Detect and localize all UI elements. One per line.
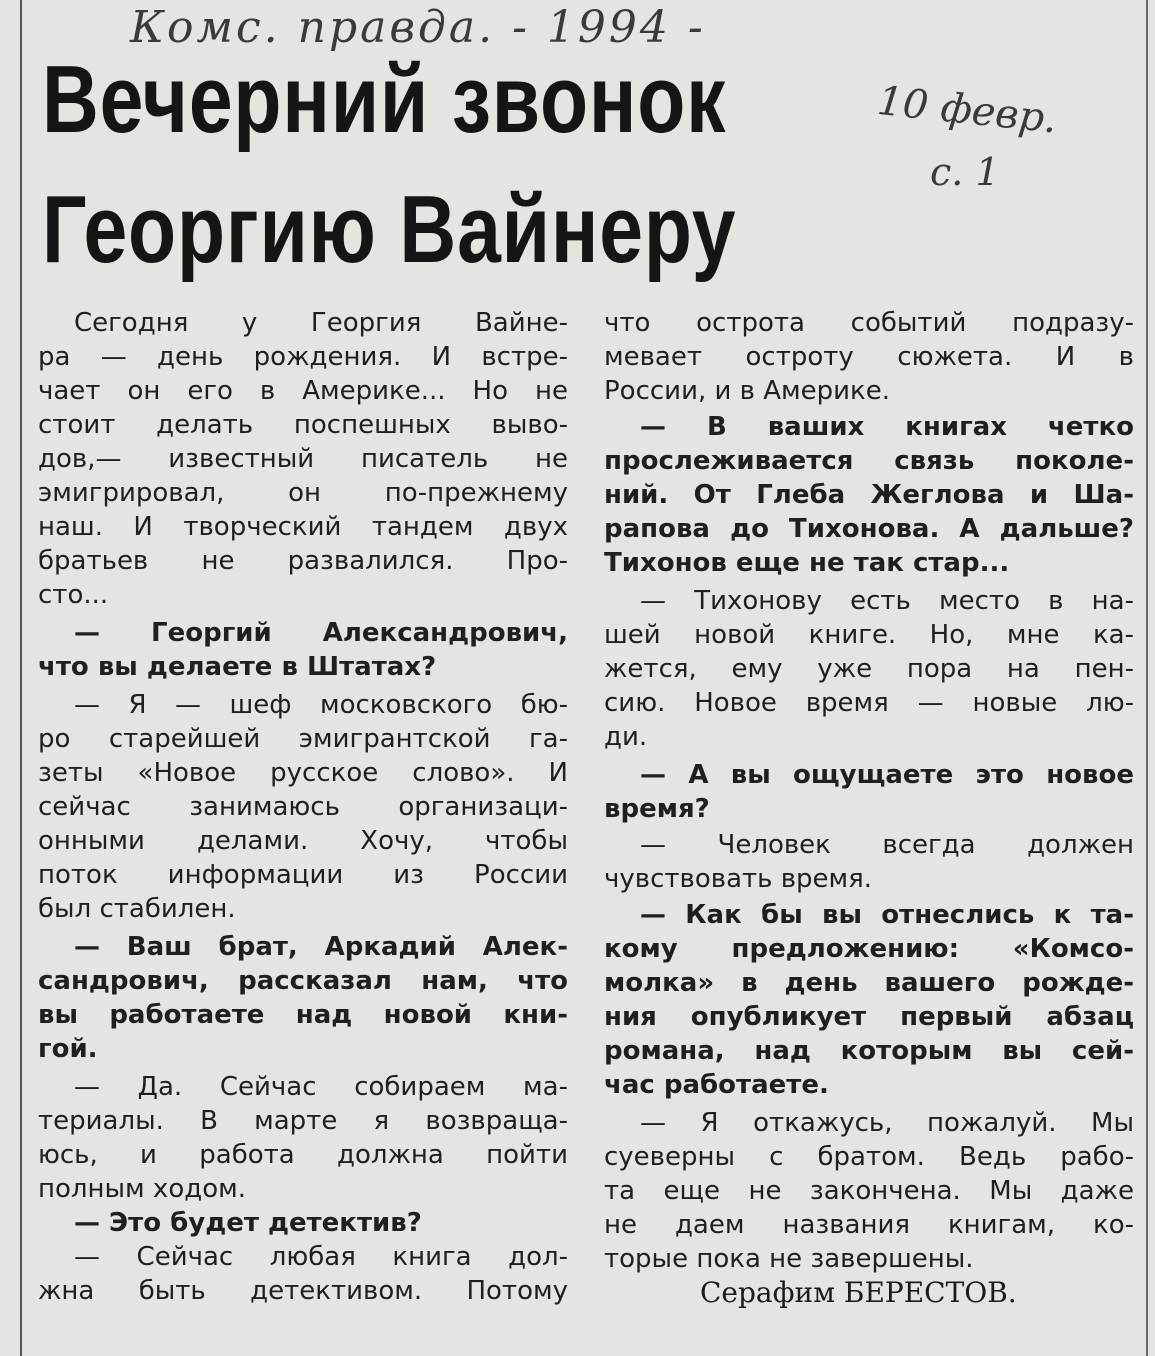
- answer-line: жна быть детективом. Потому: [38, 1276, 568, 1306]
- question-line: гой.: [38, 1034, 98, 1064]
- question-line: — Как бы вы отнеслись к та-: [640, 900, 1134, 930]
- text-line: наш. И творческий тандем двух: [38, 512, 568, 542]
- answer-line: — Да. Сейчас собираем ма-: [74, 1072, 568, 1102]
- answer-line: торые пока не завершены.: [604, 1244, 974, 1274]
- answer-line: ди.: [604, 722, 648, 752]
- answer-line: — Я — шеф московского бю-: [74, 690, 568, 720]
- answer-line: суеверны с братом. Ведь рабо-: [604, 1142, 1134, 1172]
- headline-line-2: Георгию Вайнеру: [42, 176, 737, 283]
- question-line: сандрович, рассказал нам, что: [38, 966, 568, 996]
- question-line: — Это будет детектив?: [74, 1208, 422, 1238]
- answer-line: териалы. В марте я возвраща-: [38, 1106, 568, 1136]
- answer-line: мевает остроту сюжета. И в: [604, 342, 1134, 372]
- handwritten-date-note: 10 февр.: [875, 78, 1060, 143]
- answer-line: онными делами. Хочу, чтобы: [38, 826, 568, 856]
- question-line: молка» в день вашего рожде-: [604, 968, 1134, 998]
- text-line: братьев не развалился. Про-: [38, 546, 568, 576]
- question-line: вы работаете над новой кни-: [38, 1000, 568, 1030]
- question-line: кому предложению: «Комсо-: [604, 934, 1134, 964]
- headline-line-1: Вечерний звонок: [42, 46, 727, 153]
- text-line: ра — день рождения. И встре-: [38, 342, 568, 372]
- answer-line: полным ходом.: [38, 1174, 246, 1204]
- answer-line: — Тихонову есть место в на-: [640, 586, 1134, 616]
- answer-line: та еще не закончена. Мы даже: [604, 1176, 1134, 1206]
- article-column-right: [604, 300, 1134, 1320]
- answer-line: шей новой книге. Но, мне ка-: [604, 620, 1134, 650]
- question-line: рапова до Тихонова. А дальше?: [604, 514, 1134, 544]
- answer-line: юсь, и работа должна пойти: [38, 1140, 568, 1170]
- text-line: чает он его в Америке... Но не: [38, 376, 568, 406]
- author-signature: Серафим БЕРЕСТОВ.: [700, 1276, 1017, 1309]
- answer-line: жется, ему уже пора на пен-: [604, 654, 1134, 684]
- answer-line: России, и в Америке.: [604, 376, 891, 406]
- answer-line: ро старейшей эмигрантской га-: [38, 724, 568, 754]
- question-line: что вы делаете в Штатах?: [38, 652, 437, 682]
- text-line: эмигрировал, он по-прежнему: [38, 478, 568, 508]
- answer-line: — Сейчас любая книга дол-: [74, 1242, 568, 1272]
- question-line: ний. От Глеба Жеглова и Ша-: [604, 480, 1134, 510]
- answer-line: — Я откажусь, пожалуй. Мы: [640, 1108, 1134, 1138]
- question-line: время?: [604, 794, 710, 824]
- answer-line: не даем названия книгам, ко-: [604, 1210, 1134, 1240]
- question-line: час работаете.: [604, 1070, 829, 1100]
- answer-line: был стабилен.: [38, 894, 236, 924]
- answer-line: сию. Новое время — новые лю-: [604, 688, 1134, 718]
- answer-line: сейчас занимаюсь организаци-: [38, 792, 568, 822]
- answer-line: зеты «Новое русское слово». И: [38, 758, 568, 788]
- question-line: Тихонов еще не так стар...: [604, 548, 1010, 578]
- handwritten-page-note: с. 1: [930, 150, 1000, 194]
- answer-line: чувствовать время.: [604, 864, 873, 894]
- question-line: — Ваш брат, Аркадий Алек-: [74, 932, 568, 962]
- left-border-rule: [20, 0, 22, 1356]
- question-line: ния опубликует первый абзац: [604, 1002, 1134, 1032]
- handwritten-source-note: Комс. правда. - 1994 -: [130, 2, 706, 53]
- question-line: прослеживается связь поколе-: [604, 446, 1134, 476]
- question-line: — Георгий Александрович,: [74, 618, 568, 648]
- text-line: сто...: [38, 580, 109, 610]
- article-column-left: [38, 300, 568, 1320]
- question-line: — А вы ощущаете это новое: [640, 760, 1134, 790]
- question-line: — В ваших книгах четко: [640, 412, 1134, 442]
- answer-line: поток информации из России: [38, 860, 568, 890]
- text-line: стоит делать поспешных выво-: [38, 410, 568, 440]
- question-line: романа, над которым вы сей-: [604, 1036, 1134, 1066]
- answer-line: что острота событий подразу-: [604, 308, 1134, 338]
- text-line: Сегодня у Георгия Вайне-: [74, 308, 568, 338]
- text-line: дов,— известный писатель не: [38, 444, 568, 474]
- answer-line: — Человек всегда должен: [640, 830, 1134, 860]
- right-border-rule: [1146, 0, 1148, 1356]
